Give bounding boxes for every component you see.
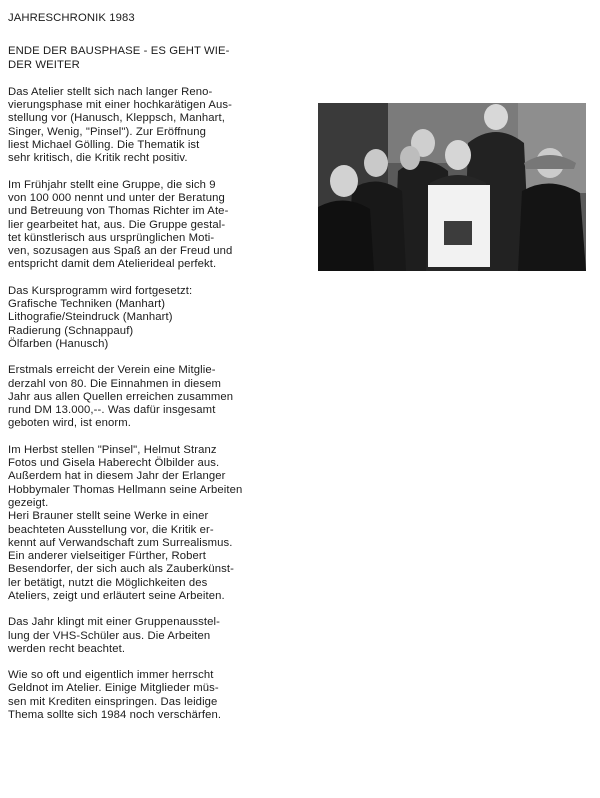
text-line: Das Kursprogramm wird fortgesetzt: xyxy=(8,284,193,297)
text-line: Das Atelier stellt sich nach langer Reno- xyxy=(8,85,213,98)
text-line: Erstmals erreicht der Verein eine Mitglie- xyxy=(8,364,216,377)
page-header: JAHRESCHRONIK 1983 xyxy=(8,12,135,24)
list-item: Ölfarben (Hanusch) xyxy=(8,337,109,350)
text-line: werden recht beachtet. xyxy=(8,642,126,655)
text-line: Im Herbst stellen "Pinsel", Helmut Stranz xyxy=(8,443,217,456)
list-item: Grafische Techniken (Manhart) xyxy=(8,298,166,311)
text-line: Thema sollte sich 1984 noch verschärfen. xyxy=(8,709,222,722)
text-line: Heri Brauner stellt seine Werke in einer xyxy=(8,510,209,523)
text-line: Wie so oft und eigentlich immer herrscht xyxy=(8,669,214,682)
text-line: Besendorfer, der sich auch als Zauberkünst- xyxy=(8,563,234,576)
list-item: Lithografie/Steindruck (Manhart) xyxy=(8,311,173,324)
text-line: Ateliers, zeigt und erläutert seine Arbeiten. xyxy=(8,589,225,602)
group-photo xyxy=(318,103,586,271)
text-line: entspricht damit dem Atelierideal perfekt. xyxy=(8,258,217,271)
paragraph-membership xyxy=(8,364,308,430)
text-column xyxy=(8,12,308,735)
text-line: ven, sozusagen aus Spaß an der Freud und xyxy=(8,245,233,258)
text-line: kennt auf Verwandschaft zum Surrealismus. xyxy=(8,536,233,549)
text-line: rund DM 13.000,--. Was dafür insgesamt xyxy=(8,404,216,417)
text-line: Ein anderer vielseitiger Fürther, Robert xyxy=(8,550,207,563)
text-line: Fotos und Gisela Haberecht Ölbilder aus. xyxy=(8,457,220,470)
headline-line: ENDE DER BAUSPHASE - ES GEHT WIE- xyxy=(8,45,230,58)
text-line: Jahr aus allen Quellen erreichen zusammen xyxy=(8,390,234,403)
paragraph-year-end xyxy=(8,616,308,656)
headline xyxy=(8,45,308,72)
paragraph-autumn-exhibitions xyxy=(8,444,308,604)
text-line: von 100 000 nennt und unter der Beratung xyxy=(8,191,225,204)
text-line: liest Michael Gölling. Die Thematik ist xyxy=(8,139,200,152)
text-line: Im Frühjahr stellt eine Gruppe, die sich 9 xyxy=(8,178,216,191)
text-line: lier gearbeitet hat, aus. Die Gruppe gestal- xyxy=(8,218,226,231)
headline-line: DER WEITER xyxy=(8,58,80,71)
text-line: gezeigt. xyxy=(8,496,49,509)
text-line: lung der VHS-Schüler aus. Die Arbeiten xyxy=(8,629,211,642)
text-line: sen mit Krediten einspringen. Das leidige xyxy=(8,695,218,708)
text-line: ler betätigt, nutzt die Möglichkeiten des xyxy=(8,576,208,589)
text-line: Das Jahr klingt mit einer Gruppenausstel- xyxy=(8,616,220,629)
group-photo-illustration xyxy=(318,103,586,271)
text-line: geboten wird, ist enorm. xyxy=(8,417,131,430)
text-line: vierungsphase mit einer hochkarätigen Aus- xyxy=(8,99,232,112)
text-line: sehr kritisch, die Kritik recht positiv. xyxy=(8,152,188,165)
paragraph-course-program xyxy=(8,285,308,351)
text-line: Hobbymaler Thomas Hellmann seine Arbeiten xyxy=(8,483,243,496)
paragraph-money-troubles xyxy=(8,669,308,722)
paragraph-opening-exhibition xyxy=(8,86,308,166)
text-line: und Betreuung von Thomas Richter im Ate- xyxy=(8,205,229,218)
text-line: beachteten Ausstellung vor, die Kritik er- xyxy=(8,523,214,536)
text-line: stellung vor (Hanusch, Kleppsch, Manhart, xyxy=(8,112,225,125)
paragraph-spring-group xyxy=(8,179,308,272)
text-line: Singer, Wenig, "Pinsel"). Zur Eröffnung xyxy=(8,125,206,138)
list-item: Radierung (Schnappauf) xyxy=(8,324,134,337)
text-line: tet künstlerisch aus ursprünglichen Moti- xyxy=(8,231,215,244)
text-line: Geldnot im Atelier. Einige Mitglieder müs- xyxy=(8,682,219,695)
text-line: derzahl von 80. Die Einnahmen in diesem xyxy=(8,377,222,390)
text-line: Außerdem hat in diesem Jahr der Erlanger xyxy=(8,470,226,483)
